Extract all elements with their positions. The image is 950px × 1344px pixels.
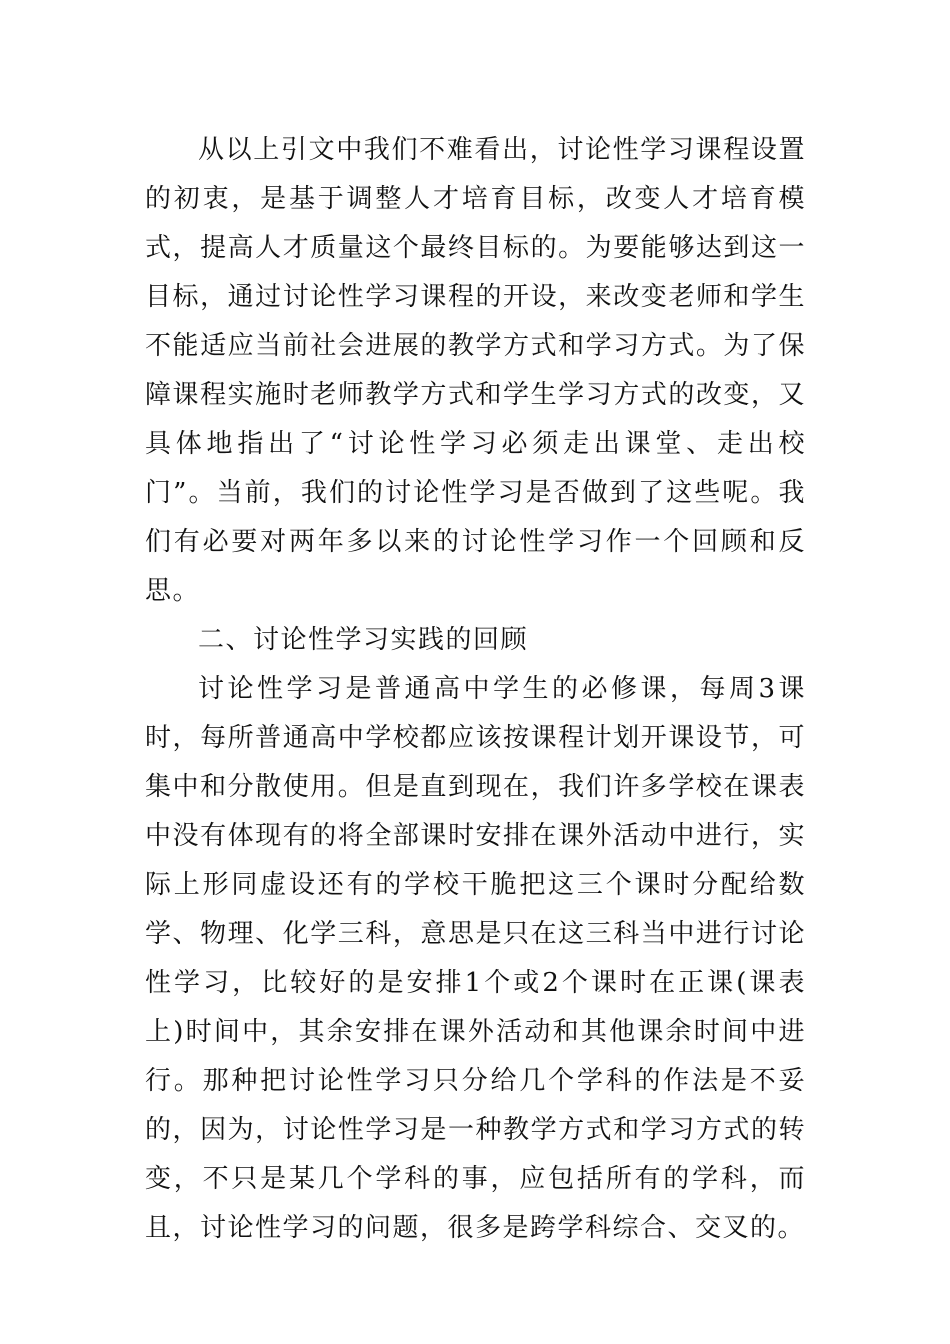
paragraph-practice-review: 讨论性学习是普通高中学生的必修课，每周3课时，每所普通高中学校都应该按课程计划开课设节，可集中和分散使用。但是直到现在，我们许多学校在课表中没有体现有的将全部课时安排在课外活动中进行，实际上形同虚设还有的学校干脆把这三个课时分配给数学、物理、化学三科，意思是只在这三科当中进行讨论性学习，比较好的是安排1个或2个课时在正课(课表上)时间中，其余安排在课外活动和其他课余时间中进行。那种把讨论性学习只分给几个学科的作法是不妥的，因为，讨论性学习是一种教学方式和学习方式的转变，不只是某几个学科的事，应包括所有的学科，而且，讨论性学习的问题，很多是跨学科综合、交叉的。	[145, 674, 806, 1243]
section-heading-review: 二、讨论性学习实践的回顾	[198, 625, 529, 655]
paragraph-intro-reflection: 从以上引文中我们不难看出，讨论性学习课程设置的初衷，是基于调整人才培育目标，改变人才培育模式，提高人才质量这个最终目标的。为要能够达到这一目标，通过讨论性学习课程的开设，来改变老师和学生不能适应当前社会进展的教学方式和学习方式。为了保障课程实施时老师教学方式和学生学习方式的改变，又具体地指出了“讨论性学习必须走出课堂、走出校门”。当前，我们的讨论性学习是否做到了这些呢。我们有必要对两年多以来的讨论性学习作一个回顾和反思。	[145, 135, 806, 606]
